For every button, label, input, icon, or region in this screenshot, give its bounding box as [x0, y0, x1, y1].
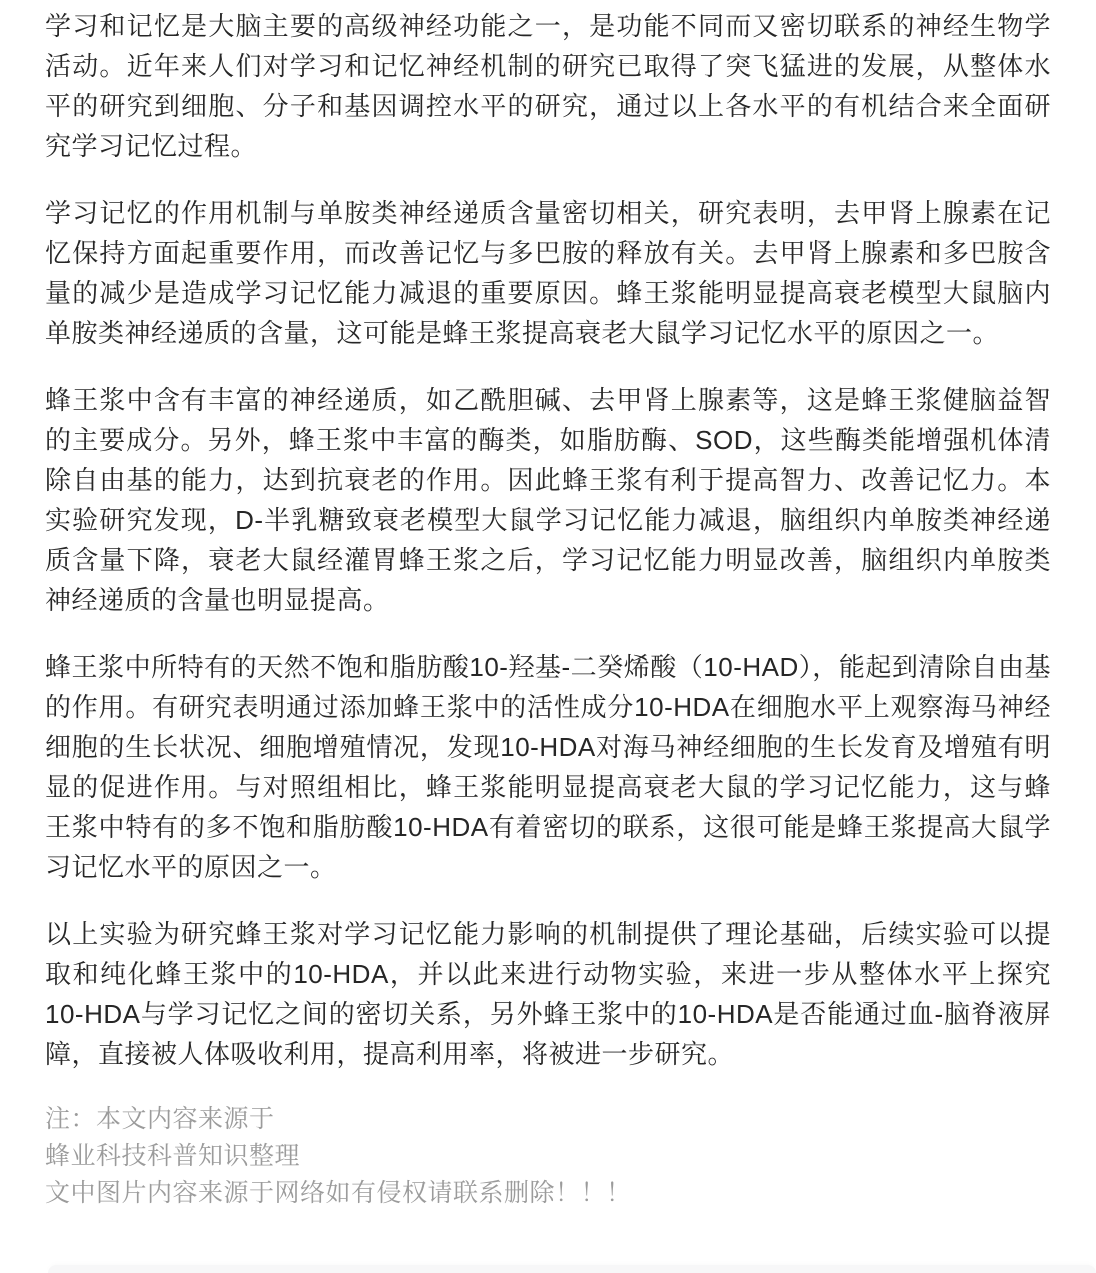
- source-note-line: 蜂业科技科普知识整理: [45, 1142, 301, 1170]
- article-paragraph: 学习和记忆是大脑主要的高级神经功能之一，是功能不同而又密切联系的神经生物学活动。近年来人们对学习和记忆神经机制的研究已取得了突飞猛进的发展，从整体水平的研究到细胞、分子和基因调控水平的研究，通过以上各水平的有机结合来全面研究学习记忆过程。: [45, 11, 1051, 161]
- next-section-divider: [48, 1265, 1096, 1273]
- article-paragraph: 学习记忆的作用机制与单胺类神经递质含量密切相关，研究表明，去甲肾上腺素在记忆保持方面起重要作用，而改善记忆与多巴胺的释放有关。去甲肾上腺素和多巴胺含量的减少是造成学习记忆能力减退的重要原因。蜂王浆能明显提高衰老模型大鼠脑内单胺类神经递质的含量，这可能是蜂王浆提高衰老大鼠学习记忆水平的原因之一。: [45, 198, 1051, 348]
- source-note-line: 注：本文内容来源于: [45, 1105, 275, 1133]
- source-note: [45, 1101, 1051, 1212]
- source-note-line: 文中图片内容来源于网络如有侵权请联系删除！！！: [45, 1179, 632, 1207]
- article-body: [45, 6, 1051, 1212]
- article-paragraph: 蜂王浆中所特有的天然不饱和脂肪酸10-羟基-二癸烯酸（10-HAD），能起到清除自由基的作用。有研究表明通过添加蜂王浆中的活性成分10-HDA在细胞水平上观察海马神经细胞的生长状况、细胞增殖情况，发现10-HDA对海马神经细胞的生长发育及增殖有明显的促进作用。与对照组相比，蜂王浆能明显提高衰老大鼠的学习记忆能力，这与蜂王浆中特有的多不饱和脂肪酸10-HDA有着密切的联系，这很可能是蜂王浆提高大鼠学习记忆水平的原因之一。: [45, 652, 1051, 882]
- article-paragraph: 蜂王浆中含有丰富的神经递质，如乙酰胆碱、去甲肾上腺素等，这是蜂王浆健脑益智的主要成分。另外，蜂王浆中丰富的酶类，如脂肪酶、SOD，这些酶类能增强机体清除自由基的能力，达到抗衰老的作用。因此蜂王浆有利于提高智力、改善记忆力。本实验研究发现，D-半乳糖致衰老模型大鼠学习记忆能力减退，脑组织内单胺类神经递质含量下降，衰老大鼠经灌胃蜂王浆之后，学习记忆能力明显改善，脑组织内单胺类神经递质的含量也明显提高。: [45, 385, 1051, 615]
- article-paragraph: 以上实验为研究蜂王浆对学习记忆能力影响的机制提供了理论基础，后续实验可以提取和纯化蜂王浆中的10-HDA，并以此来进行动物实验，来进一步从整体水平上探究10-HDA与学习记忆之间的密切关系，另外蜂王浆中的10-HDA是否能通过血-脑脊液屏障，直接被人体吸收利用，提高利用率，将被进一步研究。: [45, 919, 1051, 1069]
